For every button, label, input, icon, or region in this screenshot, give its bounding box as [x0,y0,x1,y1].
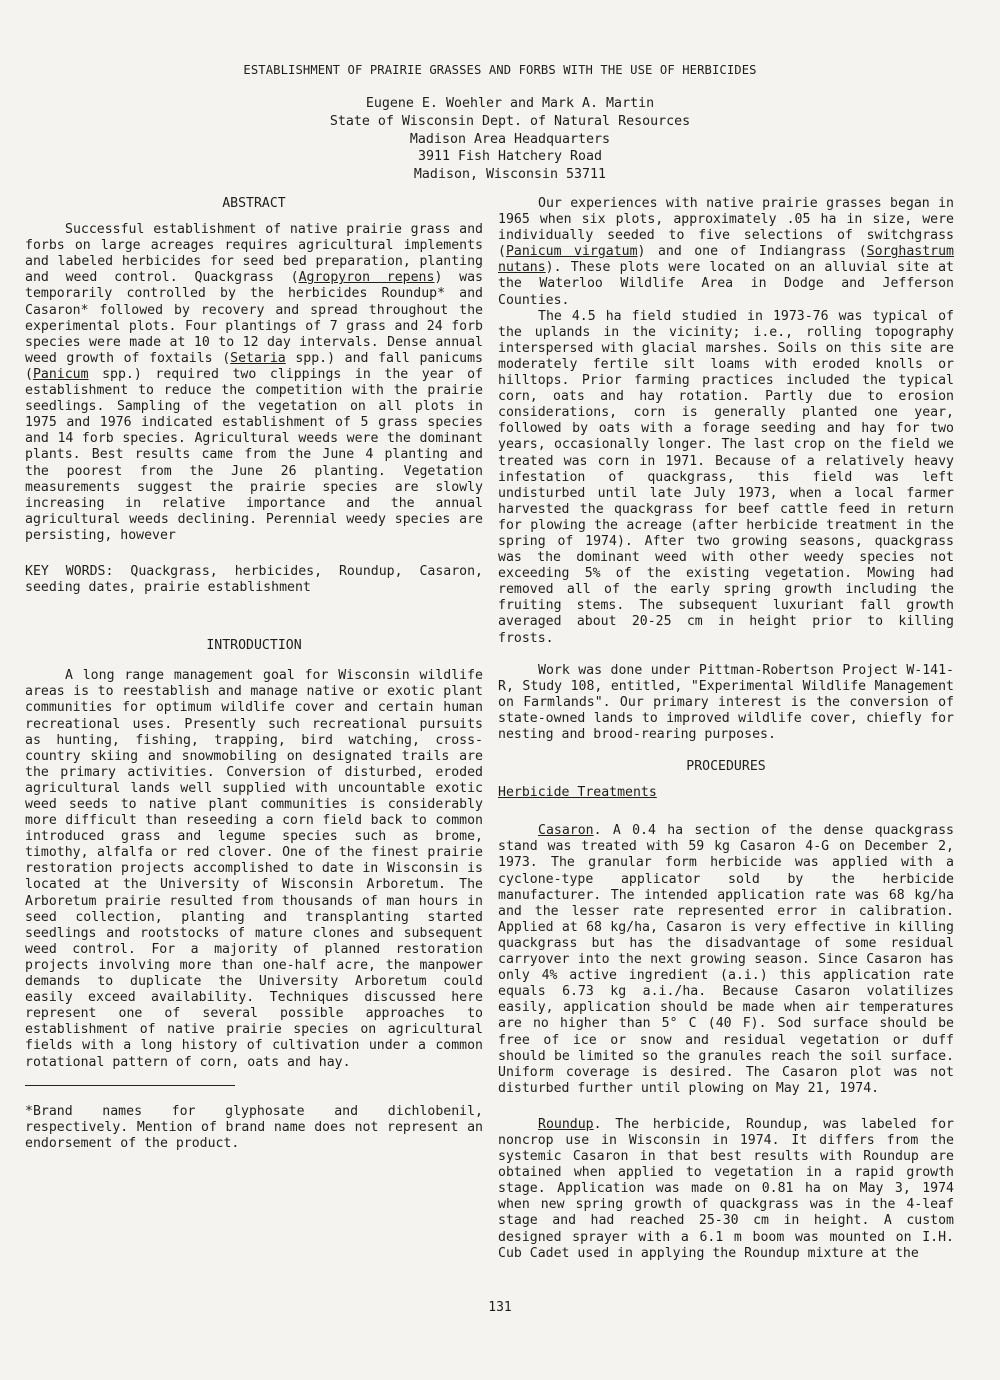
author-block [300,95,720,184]
species-sorghastrum: Sorghastrum nutans [498,244,954,276]
procedures-heading: PROCEDURES [686,759,766,775]
roundup-label: Roundup [538,1116,594,1132]
species-agropyron: Agropyron repens [298,270,435,286]
page-number: 131 [488,1300,512,1315]
herbicide-treatments-heading: Herbicide Treatments [498,785,657,801]
introduction-heading: INTRODUCTION [206,638,302,654]
right-column [498,196,954,1262]
paragraph-field: The 4.5 ha field studied in 1973-76 was typical of the uplands in the vicinity; i.e., rolling topography interspersed with glacial marshes. Soils on this site are moderately fertile silt loams with eroded knolls or hilltops. Prior farming practices included the typical corn, oats and hay rotation. Partly due to erosion considerations, corn is generally planted one year, followed by oats with a forage seeding and hay for two years, occasionally longer. The last crop on the field we treated was corn in 1971. Because of a relatively heavy infestation of quackgrass, this field was left undisturbed until late July 1973, when a local farmer harvested the quackgrass for beef cattle feed in return for plowing the acreage (after herbicide treatment in the spring of 1974). After two growing seasons, quackgrass was the dominant weed with other weedy species not exceeding 5% of the existing vegetation. Mowing had removed all of the early spring growth including the fruiting stems. The subsequent luxuriant fall growth averaged about 20-25 cm in height prior to killing frosts. [498,308,954,646]
paper-title: ESTABLISHMENT OF PRAIRIE GRASSES AND FORBS WITH THE USE OF HERBICIDES [243,63,757,77]
introduction-text: A long range management goal for Wisconsin wildlife areas is to reestablish and manage native or exotic plant communities for optimum wildlife cover and certain human recreational uses. Presently such recreational pursuits as hunting, fishing, trapping, bird watching, cross-country skiing and snowmobiling on designated trails are the primary activities. Conversion of disturbed, eroded agricultural lands well supplied with uncountable exotic weed seeds to native plant communities is considerably more difficult than reseeding a corn field back to common introduced grass and legume species such as brome, timothy, alfalfa or red clover. One of the finest prairie restoration projects accomplished to date in Wisconsin is located at the University of Wisconsin Arboretum. The Arboretum prairie resulted from thousands of man hours in seed collection, planting and transplanting started seedlings and rootstocks of mature clones and subsequent weed control. For a majority of planned restoration projects involving more than one-half acre, the manpower demands to duplicate the University Arboretum could easily exceed availability. Techniques discussed here represent one of several possible approaches to establishment of native prairie species on agricultural fields with a long history of cultivation under a common rotational pattern of corn, oats and hay. [25,668,483,1070]
paragraph-roundup: Roundup. The herbicide, Roundup, was labeled for noncrop use in Wisconsin in 1974. It differs from the systemic Casaron in that best results with Roundup are obtained when applied to vegetation in a rapid growth stage. Application was made on 0.81 ha on May 3, 1974 when new spring growth of quackgrass was in the 4-leaf stage and had reached 25-30 cm in height. A custom designed sprayer with a 6.1 m boom was mounted on I.H. Cub Cadet used in applying the Roundup mixture at the [498,1116,954,1261]
paragraph-project: Work was done under Pittman-Robertson Project W-141-R, Study 108, entitled, "Experimental Wildlife Management on Farmlands". Our primary interest is the conversion of state-owned lands to improved wildlife cover, chiefly for nesting and brood-rearing purposes. [498,662,954,742]
paragraph-experience: Our experiences with native prairie grasses began in 1965 when six plots, approximately .05 ha in size, were individually seeded to five selections of switchgrass (Panicum virgatum) and one of Indiangrass (Sorghastrum nutans). These plots were located on an alluvial site at the Waterloo Wildlife Area in Dodge and Jefferson Counties. [498,196,954,308]
casaron-label: Casaron [538,823,594,839]
author-city: Madison, Wisconsin 53711 [413,167,607,183]
author-names: Eugene E. Woehler and Mark A. Martin [365,96,655,111]
author-affiliation: State of Wisconsin Dept. of Natural Resources [329,113,691,129]
footnote: *Brand names for glyphosate and dichlobenil, respectively. Mention of brand name does not represent an endorsement of the product. [25,1103,483,1151]
abstract-text: Successful establishment of native prairie grass and forbs on large acreages requires agricultural implements and labeled herbicides for seed bed preparation, planting and weed control. Quackgrass (Agropyron repens) was temporarily controlled by the herbicides Roundup* and Casaron* followed by recovery and spread throughout the experimental plots. Four plantings of 7 grass and 24 forb species were made at 10 to 12 day intervals. Dense annual weed growth of foxtails (Setaria spp.) and fall panicums (Panicum spp.) required two clippings in the year of establishment to reduce the competition with the prairie seedlings. Sampling of the vegetation on all plots in 1975 and 1976 indicated establishment of 5 grass species and 14 forb species. Agricultural weeds were the dominant plants. Best results came from the June 4 planting and the poorest from the June 26 planting. Vegetation measurements suggest the prairie species are slowly increasing in relative importance and the annual agricultural weeds declining. Perennial weedy species are persisting, however [25,222,483,543]
left-column [25,196,483,1152]
author-office: Madison Area Headquarters [409,131,611,147]
paragraph-casaron: Casaron. A 0.4 ha section of the dense quackgrass stand was treated with 59 kg Casaron 4-G on December 2, 1973. The granular form herbicide was applied with a cyclone-type applicator sold by the herbicide manufacturer. The intended application rate was 68 kg/ha and the lesser rate represented error in calibration. Applied at 68 kg/ha, Casaron is very effective in killing quackgrass but has the disadvantage of some residual carryover into the next growing season. Since Casaron has only 4% active ingredient (a.i.) this application rate equals 6.73 kg a.i./ha. Because Casaron volatilizes easily, application should be made when air temperatures are no higher than 5° C (40 F). Sod surface should be free of ice or snow and residual vegetation or duff should be limited so the granules reach the soil surface. Uniform coverage is desired. The Casaron plot was not disturbed further until plowing on May 21, 1974. [498,823,954,1096]
author-street: 3911 Fish Hatchery Road [417,149,603,165]
genus-panicum: Panicum [32,366,89,382]
species-panicum-virgatum: Panicum virgatum [505,244,638,260]
abstract-heading: ABSTRACT [222,196,286,211]
genus-setaria: Setaria [230,350,286,366]
keywords: KEY WORDS: Quackgrass, herbicides, Roundup, Casaron, seeding dates, prairie establishment [25,563,483,596]
